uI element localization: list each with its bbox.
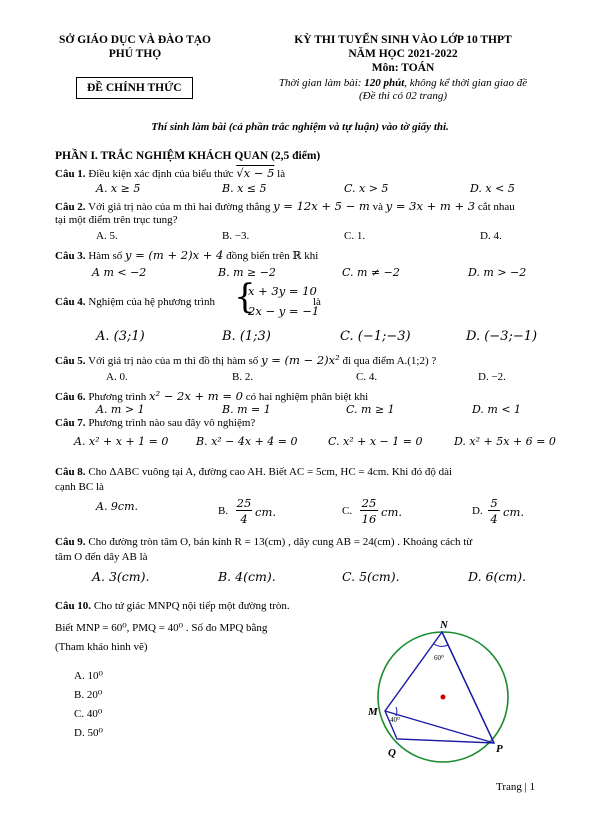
question-10 (55, 600, 290, 612)
q6-option-d: D. m < 1 (472, 403, 522, 416)
q5-option-b: B. 2. (232, 371, 254, 383)
label-m: M (368, 706, 378, 718)
q8-line2: cạnh BC là (55, 481, 104, 493)
q5-text: Với giá trị nào của m thì đồ thị hàm số (88, 355, 259, 367)
q3-option-a: A m < −2 (92, 266, 147, 279)
q6-option-c: C. m ≥ 1 (346, 403, 395, 416)
center-point (441, 695, 446, 700)
q8-d-unit: cm. (503, 505, 525, 519)
q6-expr: x² − 2x + m = 0 (148, 389, 243, 403)
q10-option-a: A. 10⁰ (74, 670, 103, 682)
q6-label: Câu 6. (55, 391, 86, 403)
question-4-text (55, 296, 215, 308)
q8-c-den: 16 (361, 512, 377, 526)
q10-text: Cho tứ giác MNPQ nội tiếp một đường tròn. (93, 600, 290, 612)
q9-option-a: A. 3(cm). (92, 569, 150, 584)
q7-label: Câu 7. (55, 417, 86, 429)
q2-option-c: C. 1. (344, 230, 366, 242)
q6-option-b: B. m = 1 (222, 403, 271, 416)
q8-label: Câu 8. (55, 466, 86, 478)
q5-tail: đi qua điểm A.(1;2) ? (342, 355, 437, 367)
time-prefix: Thời gian làm bài: (278, 77, 365, 89)
q3-text: Hàm số (88, 250, 123, 262)
q6-option-a: A. m > 1 (96, 403, 145, 416)
q1-tail: là (277, 168, 286, 180)
dept-line1: SỞ GIÁO DỤC VÀ ĐÀO TẠO (59, 34, 211, 46)
q1-label: Câu 1. (55, 168, 86, 180)
q3-option-c: C. m ≠ −2 (342, 266, 400, 279)
question-2 (55, 199, 515, 213)
q2-option-d: D. 4. (480, 230, 502, 242)
q10-line3: (Tham khảo hình vẽ) (55, 641, 148, 653)
q6-tail: có hai nghiệm phân biệt khi (245, 391, 369, 403)
q8-c-unit: cm. (381, 505, 403, 519)
q9-option-b: B. 4(cm). (218, 569, 276, 584)
q8-text: Cho ΔABC vuông tại A, đường cao AH. Biết AC = 5cm, HC = 4cm. Khi đó độ dài (88, 466, 453, 478)
angle-m-label: 40⁰ (390, 716, 400, 724)
q4-option-d: D. (−3;−1) (466, 329, 538, 344)
q9-option-d: D. 6(cm). (468, 569, 527, 584)
q4-option-c: C. (−1;−3) (340, 329, 411, 344)
instruction: Thí sinh làm bài (cả phần trắc nghiệm và tự luận) vào tờ giấy thi. (151, 121, 449, 133)
page-footer: Trang | 1 (496, 781, 536, 793)
question-5 (55, 353, 436, 367)
official-badge: ĐỀ CHÍNH THỨC (76, 77, 193, 99)
question-3 (55, 248, 318, 262)
q4-option-b: B. (1;3) (222, 329, 271, 344)
q2-expr1: y = 12x + 5 − m (273, 199, 370, 213)
question-7 (55, 417, 255, 429)
q3-option-b: B. m ≥ −2 (218, 266, 276, 279)
time-bold: 120 phút (364, 77, 405, 89)
dept-line2: PHÚ THỌ (108, 48, 162, 60)
time-limit (238, 77, 568, 89)
school-year: NĂM HỌC 2021-2022 (348, 48, 458, 60)
question-6 (55, 389, 368, 403)
q5-label: Câu 5. (55, 355, 86, 367)
angle-n-label: 60⁰ (434, 654, 444, 662)
q8-option-b-label: B. (218, 505, 229, 517)
question-8 (55, 466, 452, 478)
question-9 (55, 536, 472, 548)
q7-option-b: B. x² − 4x + 4 = 0 (196, 435, 298, 448)
q3-option-d: D. m > −2 (468, 266, 527, 279)
q8-d-num: 5 (488, 497, 500, 511)
q10-label: Câu 10. (55, 600, 92, 612)
q2-option-b: B. −3. (222, 230, 250, 242)
q1-expr: √x − 5 (236, 166, 275, 180)
question-1 (55, 166, 285, 180)
q9-label: Câu 9. (55, 536, 86, 548)
q2-label: Câu 2. (55, 201, 86, 213)
q8-b-num: 25 (236, 496, 252, 510)
q8-option-d-label: D. (472, 505, 483, 517)
q1-option-a: A. x ≥ 5 (96, 182, 141, 195)
q7-option-a: A. x² + x + 1 = 0 (74, 435, 169, 448)
label-q: Q (388, 747, 396, 759)
q1-option-c: C. x > 5 (344, 182, 389, 195)
q3-expr: y = (m + 2)x + 4 (124, 248, 224, 262)
section-title: PHẦN I. TRẮC NGHIỆM KHÁCH QUAN (2,5 điểm) (55, 150, 321, 162)
q4-option-a: A. (3;1) (96, 329, 145, 344)
q10-line2: Biết MNP = 60⁰, PMQ = 40⁰ . Số đo MPQ bằng (55, 622, 268, 634)
q10-option-b: B. 20⁰ (74, 689, 103, 701)
q7-option-d: D. x² + 5x + 6 = 0 (454, 435, 556, 448)
q8-b-unit: cm. (255, 505, 277, 519)
time-suffix: , không kể thời gian giao đề (404, 77, 528, 89)
system-brace: { (234, 277, 256, 317)
q2-line2: tại một điểm trên trục tung? (55, 214, 178, 226)
q5-option-d: D. −2. (478, 371, 506, 383)
q4-tail: là (313, 296, 321, 308)
angle-n-arc (434, 644, 448, 646)
exam-title: KỲ THI TUYỂN SINH VÀO LỚP 10 THPT (294, 34, 512, 46)
page-count: (Đề thi có 02 trang) (359, 90, 447, 102)
q1-option-b: B. x ≤ 5 (222, 182, 267, 195)
label-n: N (440, 619, 448, 631)
q9-option-c: C. 5(cm). (342, 569, 400, 584)
q9-line2: tâm O đến dây AB là (55, 551, 148, 563)
q5-option-a: A. 0. (106, 371, 128, 383)
q5-option-c: C. 4. (356, 371, 378, 383)
q2-expr2: y = 3x + m + 3 (385, 199, 476, 213)
diagonal-mp (385, 711, 494, 743)
q4-label: Câu 4. (55, 296, 86, 308)
q6-text: Phương trình (88, 391, 147, 403)
q8-c-num: 25 (361, 496, 377, 510)
q1-text: Điều kiện xác định của biểu thức (88, 168, 234, 180)
q8-b-den: 4 (240, 512, 248, 526)
q5-expr: y = (m − 2)x² (261, 353, 340, 367)
q4-eq2: 2x − y = −1 (248, 304, 320, 318)
q1-option-d: D. x < 5 (470, 182, 515, 195)
q10-option-c: C. 40⁰ (74, 708, 103, 720)
q2-text: Với giá trị nào của m thì hai đường thẳng (88, 201, 271, 213)
q9-text: Cho đường tròn tâm O, bán kính R = 13(cm) , dây cung AB = 24(cm) . Khoảng cách từ (88, 536, 473, 548)
q2-tail: cắt nhau (477, 201, 515, 213)
q7-text: Phương trình nào sau đây vô nghiệm? (88, 417, 256, 429)
q4-eq1: x + 3y = 10 (248, 284, 317, 298)
q8-d-den: 4 (490, 512, 498, 526)
q8-option-a: A. 9cm. (96, 500, 139, 513)
q10-option-d: D. 50⁰ (74, 727, 103, 739)
q7-option-c: C. x² + x − 1 = 0 (328, 435, 423, 448)
q3-tail: đồng biến trên ℝ khi (226, 250, 319, 262)
q8-option-c-label: C. (342, 505, 353, 517)
q3-label: Câu 3. (55, 250, 86, 262)
q4-text: Nghiệm của hệ phương trình (88, 296, 215, 308)
geometry-figure (362, 616, 542, 766)
label-p: P (496, 743, 503, 755)
q2-mid: và (372, 201, 383, 213)
angle-m-arc (396, 707, 397, 716)
q2-option-a: A. 5. (96, 230, 118, 242)
subject: Môn: TOÁN (371, 62, 435, 74)
